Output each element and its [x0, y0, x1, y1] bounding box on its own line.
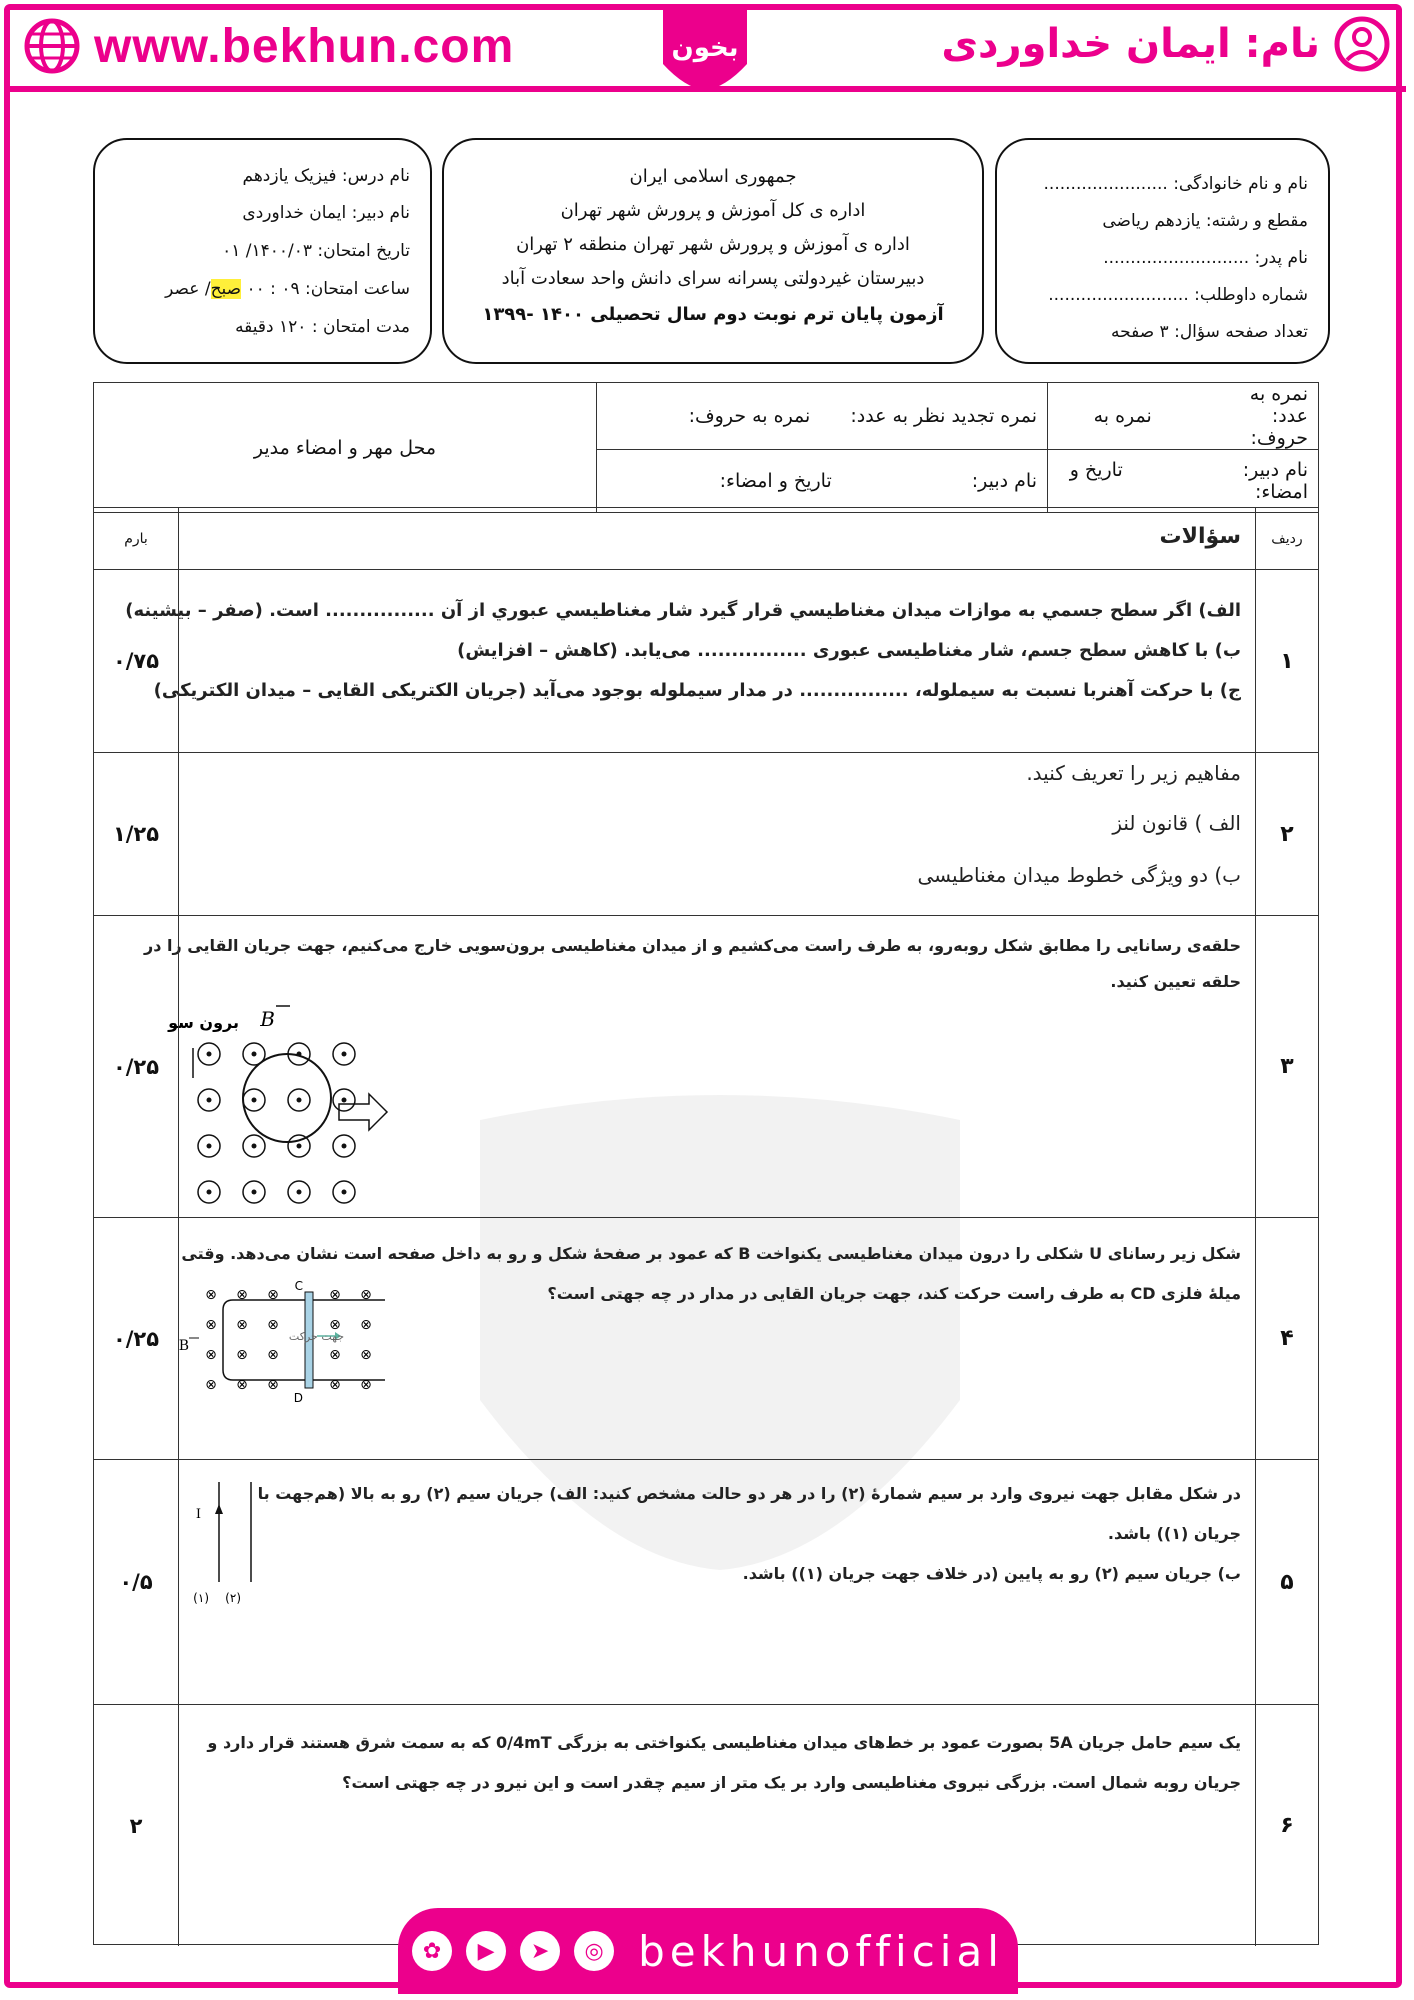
exam-date: تاریخ امتحان: ۱۴۰۰/۰۳/ ۰۱: [222, 241, 410, 261]
field-out-dot: [207, 1144, 212, 1149]
conducting-loop: [243, 1054, 331, 1142]
question-text: یک سیم حامل جریان 5A بصورت عمود بر خط‌های میدان مغناطیسی یکنواختی به بزرگی 0/4mT که به سمت شرق هستند قرار دارد و: [207, 1733, 1241, 1752]
aparat-icon[interactable]: ✿: [412, 1931, 452, 1971]
rod-label-d: D: [293, 1391, 303, 1405]
rod-label-c: C: [294, 1279, 303, 1293]
questions-table: [93, 507, 1319, 1945]
outward-label: برون سو: [168, 1013, 239, 1032]
question-text: الف ) قانون لنز: [1112, 811, 1241, 835]
question-row: [94, 915, 1318, 1217]
bekhun-logo: [655, 4, 755, 92]
field-out-dot: [297, 1098, 302, 1103]
question-text: حلقه‌ی رسانایی را مطابق شکل روبه‌رو، به طرف راست می‌کشیم و از میدان مغناطیسی برون‌سویی خارج می‌کنیم، جهت جریان القایی را در: [144, 936, 1241, 955]
parallel-wires-figure: [189, 1478, 279, 1608]
course-info-box: [93, 138, 432, 364]
exam-duration: مدت امتحان : ۱۲۰ دقیقه: [235, 317, 410, 337]
social-handle[interactable]: bekhunofficial: [638, 1926, 1004, 1976]
site-link[interactable]: [24, 18, 514, 74]
field-in-symbol: ⊗: [267, 1377, 279, 1393]
field-in-symbol: ⊗: [267, 1287, 279, 1303]
field-out-dot: [207, 1190, 212, 1195]
school-line: دبیرستان غیردولتی پسرانه سرای دانش واحد سعادت آباد: [501, 268, 925, 289]
field-in-symbol: ⊗: [267, 1317, 279, 1333]
field-in-symbol: ⊗: [236, 1347, 248, 1363]
field-out-dot: [252, 1144, 257, 1149]
student-info-box: [995, 138, 1330, 364]
field-in-symbol: ⊗: [360, 1347, 372, 1363]
field-out-dot: [342, 1052, 347, 1057]
score-number-cell[interactable]: نمره به عدد:نمره به حروف:: [1048, 383, 1319, 450]
question-text: جریان روبه شمال است. بزرگی نیروی مغناطیسی وارد بر یک متر از سیم چقدر است و این نیرو در چه جهتی است؟: [342, 1773, 1241, 1792]
time-highlight: صبح: [210, 279, 242, 299]
course-teacher: نام دبیر: ایمان خداوردی: [242, 203, 410, 223]
wire-1-label: (۱): [193, 1591, 209, 1605]
father-name-field[interactable]: نام پدر: ...........................: [1103, 248, 1308, 268]
logo-text: بخون: [671, 33, 739, 63]
grade-table: [93, 382, 1319, 513]
student-name-field[interactable]: نام و نام خانوادگی: .......................: [1043, 174, 1308, 194]
globe-icon: [24, 18, 80, 74]
row-number-header: ردیف: [1255, 508, 1318, 569]
course-name: نام درس: فیزیک یازدهم: [242, 166, 410, 186]
questions-header-row: [94, 508, 1318, 569]
question-text: ب) با کاهش سطح جسم، شار مغناطیسی عبوری ................ می‌یابد. (کاهش – افزایش): [457, 640, 1241, 661]
field-in-symbol: ⊗: [205, 1287, 217, 1303]
question-text: ب) دو ویژگی خطوط میدان مغناطیسی: [917, 863, 1241, 887]
field-out-dot: [297, 1190, 302, 1195]
field-in-symbol: ⊗: [236, 1317, 248, 1333]
u-conductor-figure: [178, 1278, 429, 1408]
site-url[interactable]: www.bekhun.com: [94, 19, 515, 73]
field-out-dot: [252, 1098, 257, 1103]
motion-direction-label: جهت حرکت: [288, 1330, 344, 1343]
question-score: ۰/۷۵: [94, 570, 179, 752]
page-count: تعداد صفحه سؤال: ۳ صفحه: [1111, 322, 1308, 342]
question-number: ۵: [1255, 1460, 1318, 1704]
wire-2-label: (۲): [225, 1591, 241, 1605]
question-number: ۶: [1255, 1705, 1318, 1946]
score-header: بارم: [94, 508, 179, 569]
question-text: در شکل مقابل جهت نیروی وارد بر سیم شمارهٔ (۲) را در هر دو حالت مشخص کنید: الف) جریان سیم (۲) رو به بالا (هم‌جهت با: [257, 1484, 1241, 1503]
question-text: ب) جریان سیم (۲) رو به پایین (در خلاف جهت جریان (۱)) باشد.: [742, 1564, 1241, 1583]
field-in-symbol: ⊗: [360, 1317, 372, 1333]
user-icon: [1334, 16, 1390, 72]
exam-title: آزمون پایان ترم نوبت دوم سال تحصیلی ۱۴۰۰ -۱۳۹۹: [482, 304, 944, 325]
questions-header: سؤالات: [1159, 524, 1241, 549]
field-b-label: B: [260, 1007, 275, 1031]
question-number: ۲: [1255, 753, 1318, 915]
field-out-dot: [342, 1144, 347, 1149]
candidate-number-field[interactable]: شماره داوطلب: ..........................: [1048, 285, 1308, 305]
field-b-label: B: [178, 1338, 189, 1354]
school-info-box: [442, 138, 984, 364]
question-number: ۳: [1255, 916, 1318, 1217]
question-text: میلهٔ فلزی CD به طرف راست حرکت کند، جهت جریان القایی در مدار در چه جهتی است؟: [547, 1284, 1241, 1303]
question-row: [94, 1217, 1318, 1459]
field-out-dot: [342, 1098, 347, 1103]
instagram-icon[interactable]: ◎: [574, 1931, 614, 1971]
review-score-cell[interactable]: نمره تجدید نظر به عدد:نمره به حروف:: [597, 383, 1048, 450]
field-in-symbol: ⊗: [205, 1347, 217, 1363]
field-out-dot: [252, 1052, 257, 1057]
question-row: [94, 752, 1318, 915]
question-row: [94, 569, 1318, 752]
loop-field-figure: [168, 996, 419, 1206]
field-out-dot: [252, 1190, 257, 1195]
question-score: ۰/۲۵: [94, 1218, 179, 1459]
question-text: مفاهیم زیر را تعریف کنید.: [1026, 761, 1241, 785]
question-score: ۲: [94, 1705, 179, 1946]
field-in-symbol: ⊗: [329, 1317, 341, 1333]
field-in-symbol: ⊗: [360, 1377, 372, 1393]
current-arrow-icon: [215, 1504, 223, 1514]
question-text: جریان (۱)) باشد.: [1107, 1524, 1241, 1543]
school-line: جمهوری اسلامی ایران: [629, 166, 797, 187]
question-text: حلقه تعیین کنید.: [1110, 972, 1241, 991]
grade-field: مقطع و رشته: یازدهم ریاضی: [1102, 211, 1308, 231]
field-in-symbol: ⊗: [205, 1377, 217, 1393]
youtube-icon[interactable]: ▶: [466, 1931, 506, 1971]
field-out-dot: [207, 1098, 212, 1103]
field-in-symbol: ⊗: [329, 1377, 341, 1393]
school-line: اداره ی کل آموزش و پرورش شهر تهران: [560, 200, 866, 221]
question-text: الف) اگر سطح جسمي به موازات ميدان مغناطيسي قرار گيرد شار مغناطيسي عبوري از آن ................ است. (صفر – بیشینه): [125, 600, 1241, 621]
question-score: ۱/۲۵: [94, 753, 179, 915]
question-text: شکل زیر رسانای U شکلی را درون میدان مغناطیسی یکنواخت B که عمود بر صفحهٔ شکل و رو به داخل صفحه است نشان می‌دهد. وقتی: [181, 1244, 1241, 1263]
teacher-sign-cell[interactable]: نام دبیر:تاریخ و امضاء:: [1048, 450, 1319, 513]
social-footer: [398, 1908, 1018, 1994]
field-in-symbol: ⊗: [236, 1377, 248, 1393]
field-out-dot: [342, 1190, 347, 1195]
principal-stamp-cell: محل مهر و امضاء مدیر: [94, 383, 597, 513]
field-in-symbol: ⊗: [329, 1347, 341, 1363]
teacher-header: [941, 16, 1390, 72]
teacher-sign-cell-2[interactable]: نام دبیر:تاریخ و امضاء:: [597, 450, 1048, 513]
question-text: ج) با حرکت آهنربا نسبت به سیملوله، ................ در مدار سیملوله بوجود می‌آید (جریان الکتریکی القایی – میدان الکتریکی): [153, 680, 1241, 701]
field-in-symbol: ⊗: [236, 1287, 248, 1303]
question-score: ۰/۲۵: [94, 916, 179, 1217]
field-out-dot: [207, 1052, 212, 1057]
question-number: ۱: [1255, 570, 1318, 752]
question-score: ۰/۵: [94, 1460, 179, 1704]
question-number: ۴: [1255, 1218, 1318, 1459]
school-line: اداره ی آموزش و پرورش شهر تهران منطقه ۲ تهران: [516, 234, 910, 255]
field-in-symbol: ⊗: [360, 1287, 372, 1303]
question-row: [94, 1459, 1318, 1704]
field-in-symbol: ⊗: [205, 1317, 217, 1333]
field-in-symbol: ⊗: [267, 1347, 279, 1363]
teacher-name-header: نام: ایمان خداوردی: [941, 21, 1320, 67]
field-in-symbol: ⊗: [329, 1287, 341, 1303]
telegram-icon[interactable]: ➤: [520, 1931, 560, 1971]
field-out-dot: [297, 1144, 302, 1149]
current-label: I: [195, 1507, 201, 1522]
exam-time: ساعت امتحان: ۰۹ : ۰۰ صبح/ عصر: [165, 279, 410, 299]
